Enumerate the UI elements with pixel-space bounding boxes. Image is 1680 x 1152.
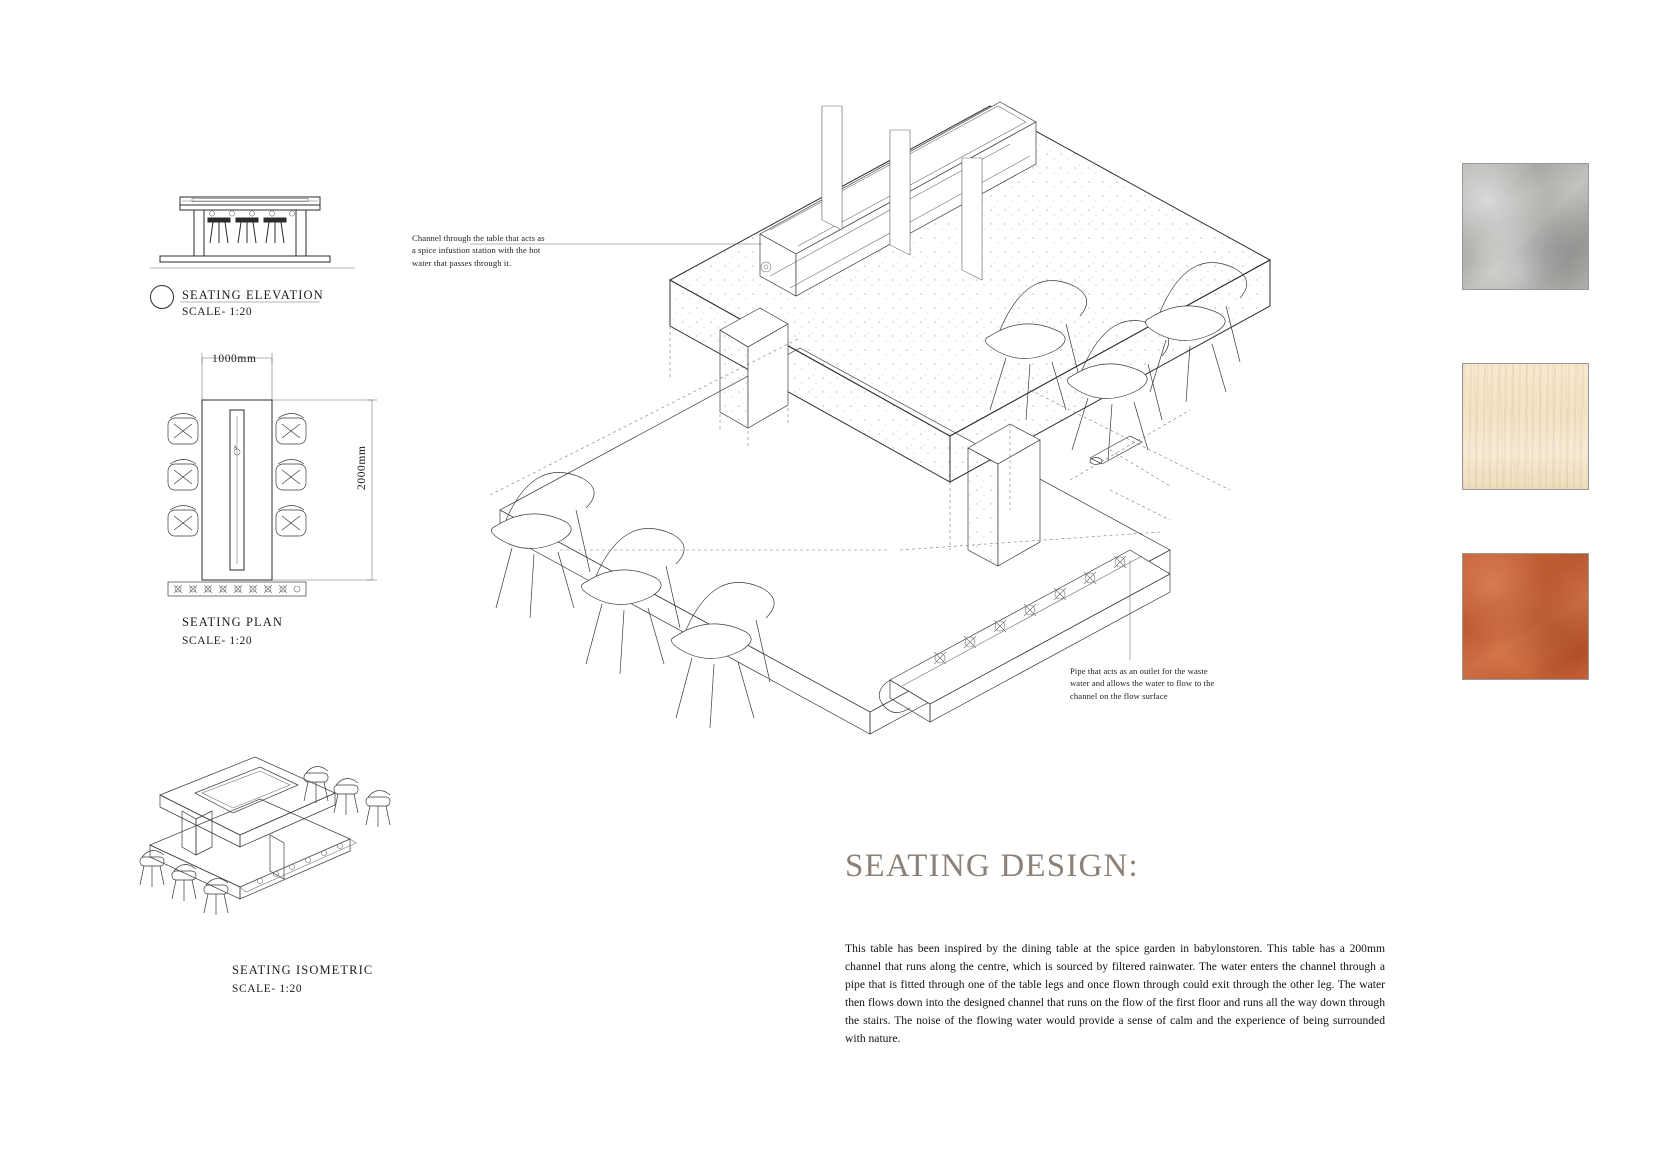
page-title: SEATING DESIGN:	[845, 848, 1139, 884]
elevation-bullet-icon	[150, 285, 174, 309]
terracotta-swatch	[1462, 553, 1589, 680]
elevation-caption-title: SEATING ELEVATION	[182, 288, 324, 302]
light-wood-swatch	[1462, 363, 1589, 490]
design-description: This table has been inspired by the dining table at the spice garden in babylonstoren. This table has a 200mm channel that runs along the centre, which is sourced by filtered rainwater. The water enters the channel through a pipe that is fitted through one of the table legs and once flown through could exit through the other leg. The water then flows down into the designed channel that runs on the flow of the first floor and runs all the way down through the stairs. The noise of the flowing water would provide a sense of calm and the experience of being surrounded with nature.	[845, 942, 1385, 1045]
svg-text:A: A	[233, 446, 238, 451]
main-isometric-drawing	[470, 80, 1310, 740]
seating-plan-drawing	[160, 340, 400, 660]
annotation-channel-note: Channel through the table that acts as a spice infustion station with the hot water that passes through it.	[412, 233, 545, 268]
elevation-caption-scale: SCALE- 1:20	[182, 306, 253, 318]
isometric-small-svg	[120, 735, 460, 1025]
annotation-pipe-note: Pipe that acts as an outlet for the waste water and allows the water to flow to the channel on the flow surface	[1070, 666, 1215, 701]
main-isometric-svg	[470, 80, 1310, 760]
plan-caption-scale: SCALE- 1:20	[182, 635, 253, 647]
seating-isometric-drawing	[120, 735, 440, 1015]
plan-caption-title: SEATING PLAN	[182, 615, 284, 629]
isometric-caption-scale: SCALE- 1:20	[232, 983, 303, 995]
concrete-swatch	[1462, 163, 1589, 290]
plan-dimension-top: 1000mm	[212, 353, 257, 365]
plan-dimension-right: 2000mm	[356, 445, 368, 490]
isometric-caption-title: SEATING ISOMETRIC	[232, 963, 374, 977]
seating-elevation-drawing	[150, 185, 360, 325]
